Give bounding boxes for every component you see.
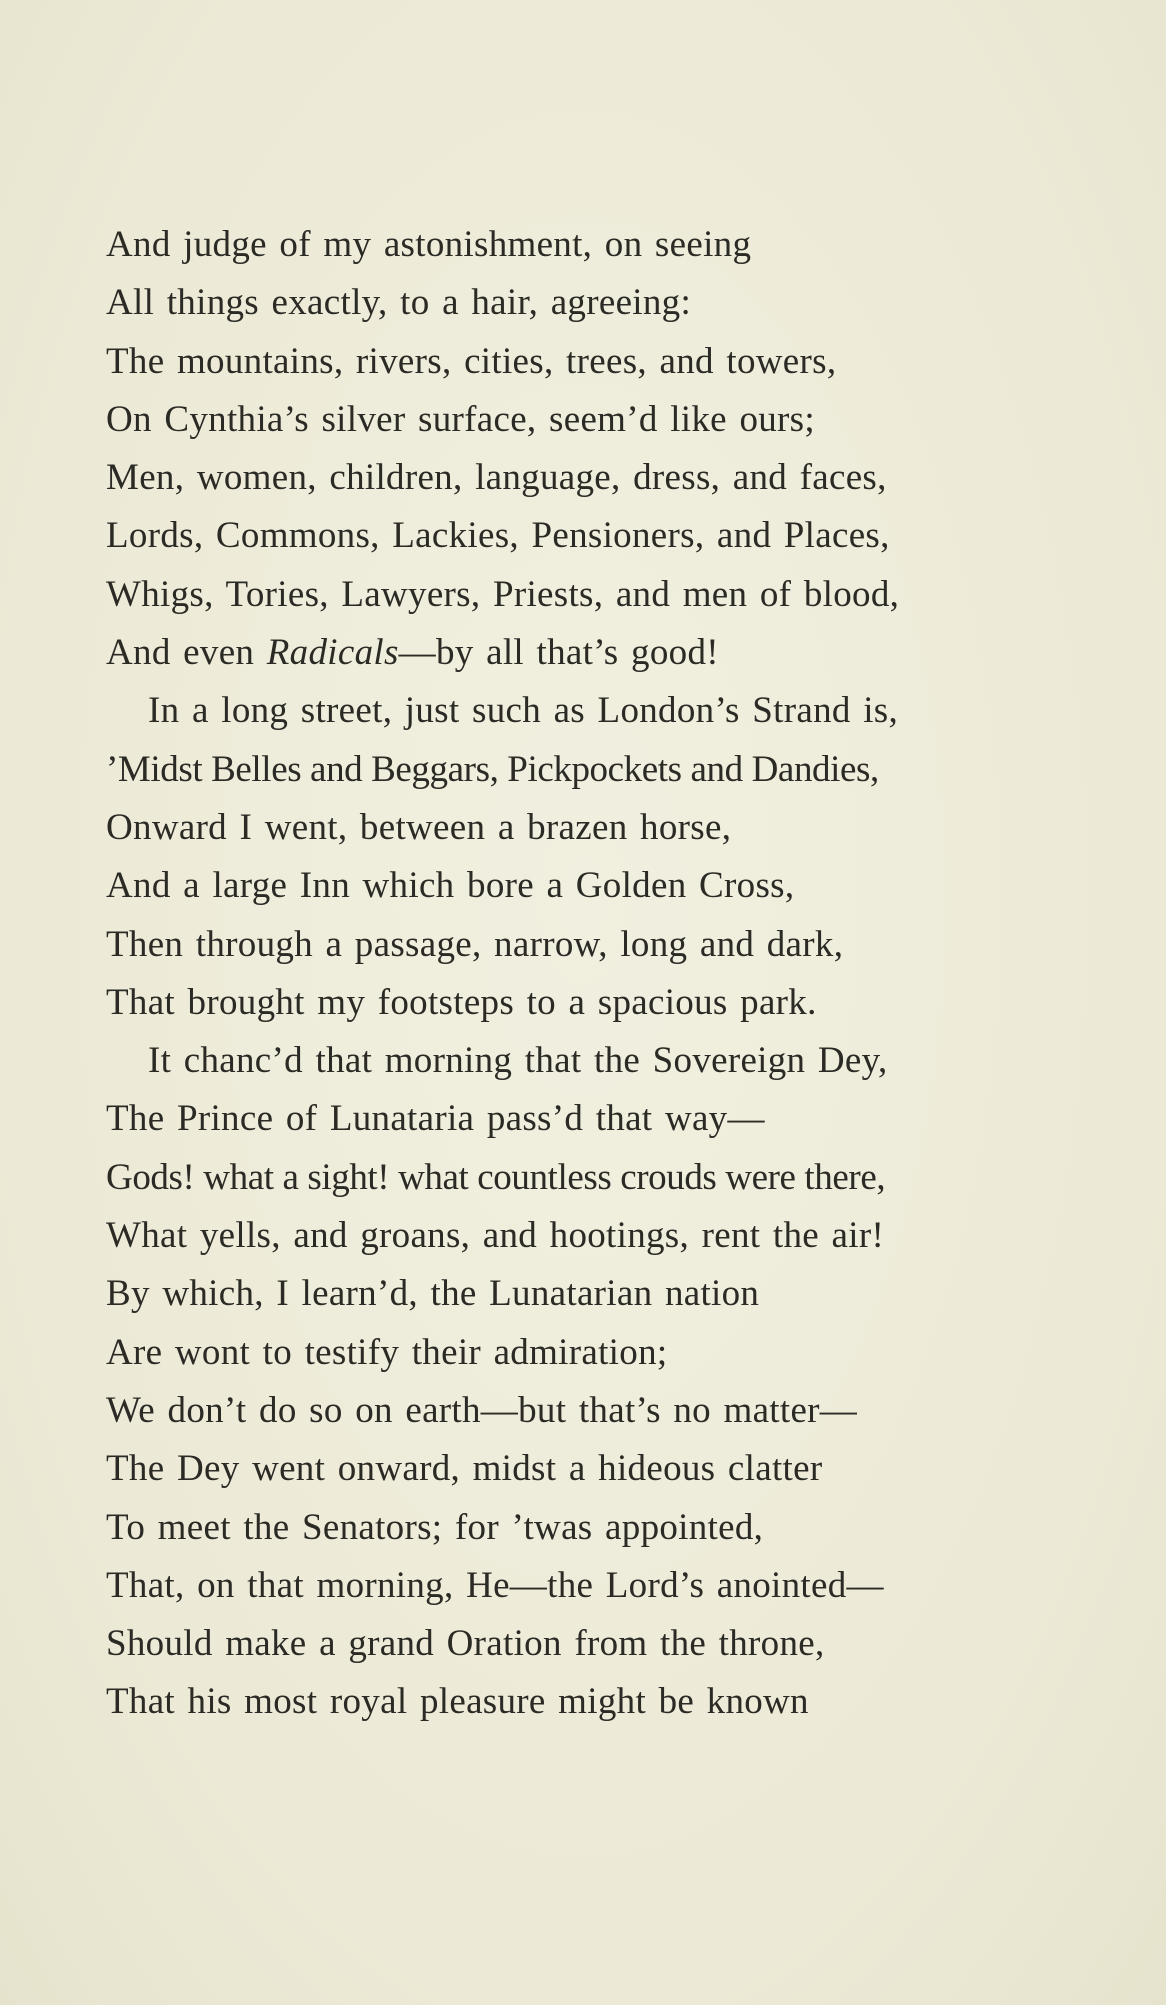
line-text: —by all that’s good! [398,632,719,674]
poem-line: To meet the Senators; for ’twas appointed, [106,1506,764,1548]
poem-line: That, on that morning, He—the Lord’s anointed— [106,1564,884,1606]
poem-line: All things exactly, to a hair, agreeing: [106,282,692,324]
poem-line: The Prince of Lunataria pass’d that way— [106,1098,765,1140]
poem-line [106,624,1106,682]
poem-line: Then through a passage, narrow, long and dark, [106,923,844,965]
line-text: And even [106,632,267,674]
poem-line: We don’t do so on earth—but that’s no matter— [106,1389,858,1431]
poem-line: What yells, and groans, and hootings, rent the air! [106,1215,885,1257]
poem-line: On Cynthia’s silver surface, seem’d like ours; [106,398,815,440]
poem-line: The mountains, rivers, cities, trees, and towers, [106,340,837,382]
poem-line: ’Midst Belles and Beggars, Pickpockets and Dandies, [106,748,879,790]
poem-line: In a long street, just such as London’s Strand is, [148,690,899,732]
poem-line: Lords, Commons, Lackies, Pensioners, and Places, [106,515,890,557]
poem-line: Men, women, children, language, dress, and faces, [106,457,887,499]
poem-line: Are wont to testify their admiration; [106,1331,668,1373]
italic-word: Radicals [266,632,399,674]
poem-line: The Dey went onward, midst a hideous clatter [106,1448,823,1490]
poem-line: By which, I learn’d, the Lunatarian nation [106,1273,760,1315]
poem-line: That brought my footsteps to a spacious park. [106,981,817,1023]
poem-line: It chanc’d that morning that the Sovereign Dey, [148,1040,888,1082]
poem-text [106,216,1106,1732]
poem-line: And a large Inn which bore a Golden Cross, [106,865,795,907]
poem-line: And judge of my astonishment, on seeing [106,224,752,265]
poem-line: Whigs, Tories, Lawyers, Priests, and men of blood, [106,573,900,615]
poem-line: Should make a grand Oration from the throne, [106,1623,825,1665]
poem-line: Onward I went, between a brazen horse, [106,806,732,848]
poem-line: That his most royal pleasure might be known [106,1681,809,1723]
poem-line: Gods! what a sight! what countless crouds were there, [106,1156,886,1198]
